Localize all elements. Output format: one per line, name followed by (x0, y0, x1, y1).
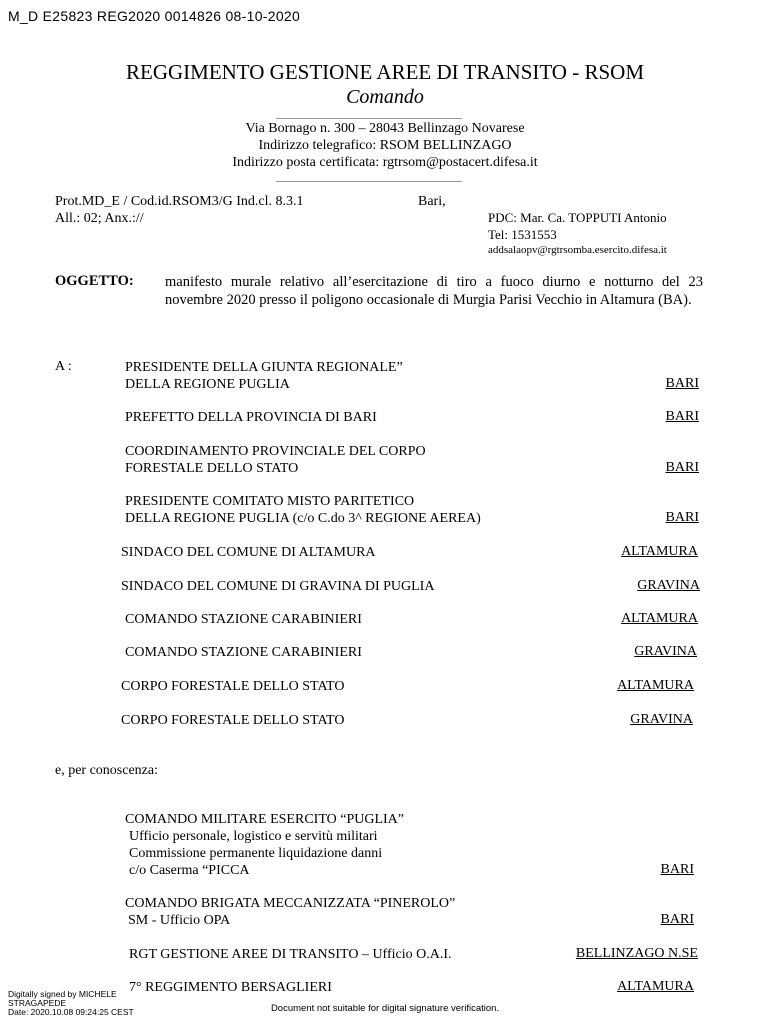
recipient-city: ALTAMURA (621, 611, 698, 626)
recipient-city: BARI (665, 376, 699, 391)
header-telegraph: Indirizzo telegrafico: RSOM BELLINZAGO (258, 138, 512, 153)
recipient-city: GRAVINA (630, 712, 693, 727)
document-id: M_D E25823 REG2020 0014826 08-10-2020 (8, 8, 301, 24)
header-pec: Indirizzo posta certificata: rgtrsom@postacert.difesa.it (232, 155, 538, 170)
recipient-line: FORESTALE DELLO STATO (125, 461, 299, 476)
recipient-line: DELLA REGIONE PUGLIA (c/o C.do 3^ REGIONE AEREA) (125, 511, 481, 526)
recipient-city: GRAVINA (634, 644, 697, 659)
recipient-name: CORPO FORESTALE DELLO STATO (121, 713, 345, 728)
recipient-city: ALTAMURA (621, 544, 698, 559)
footer-notice: Document not suitable for digital signature verification. (270, 1003, 500, 1014)
cc-recipient-city: BARI (660, 912, 694, 927)
contact-tel: Tel: 1531553 (488, 227, 557, 242)
header-address: Via Bornago n. 300 – 28043 Bellinzago Novarese (245, 121, 525, 136)
protocol-place: Bari, (418, 194, 446, 209)
cc-recipient-city: BELLINZAGO N.SE (575, 946, 698, 961)
cc-label: e, per conoscenza: (55, 763, 158, 778)
signature-line: STRAGAPEDE (8, 998, 67, 1008)
recipient-name: COMANDO STAZIONE CARABINIERI (125, 612, 362, 627)
subject-label: OGGETTO: (55, 273, 134, 289)
recipient-line: PRESIDENTE COMITATO MISTO PARITETICO (125, 494, 415, 509)
recipient-line: COORDINAMENTO PROVINCIALE DEL CORPO (125, 444, 426, 459)
recipient-name: COMANDO STAZIONE CARABINIERI (125, 645, 362, 660)
cc-recipient-name: RGT GESTIONE AREE DI TRANSITO – Ufficio O.A.I. (129, 947, 452, 962)
recipient-name: SINDACO DEL COMUNE DI ALTAMURA (121, 545, 376, 560)
recipient-name: SINDACO DEL COMUNE DI GRAVINA DI PUGLIA (121, 579, 435, 594)
cc-line: c/o Caserma “PICCA (129, 863, 250, 878)
header-divider-bottom (276, 181, 462, 182)
recipient-city: BARI (665, 510, 699, 525)
protocol-number: Prot.MD_E / Cod.id.RSOM3/G Ind.cl. 8.3.1 (55, 194, 304, 209)
cc-recipient-name: 7° REGGIMENTO BERSAGLIERI (129, 980, 332, 995)
letterhead-title: REGGIMENTO GESTIONE AREE DI TRANSITO - RSOM (125, 60, 644, 84)
recipient-city: BARI (665, 460, 699, 475)
recipient-name: CORPO FORESTALE DELLO STATO (121, 679, 345, 694)
cc-line: Ufficio personale, logistico e servitù militari (129, 829, 378, 844)
cc-line: COMANDO BRIGATA MECCANIZZATA “PINEROLO” (125, 896, 456, 911)
cc-line: COMANDO MILITARE ESERCITO “PUGLIA” (125, 812, 404, 827)
cc-line: Commissione permanente liquidazione danni (129, 846, 383, 861)
contact-pdc: PDC: Mar. Ca. TOPPUTI Antonio (488, 210, 667, 225)
protocol-attachments: All.: 02; Anx.:// (55, 211, 144, 226)
cc-recipient-name (125, 811, 404, 879)
recipient-city: BARI (665, 409, 699, 424)
signature-line: Digitally signed by MICHELE (8, 989, 117, 999)
recipient-line: DELLA REGIONE PUGLIA (125, 377, 290, 392)
cc-line: SM - Ufficio OPA (128, 913, 231, 928)
recipient-name (125, 359, 403, 393)
signature-line: Date: 2020.10.08 09:24:25 CEST (8, 1007, 134, 1017)
header-divider-top (276, 118, 462, 119)
recipient-city: GRAVINA (637, 578, 700, 593)
recipient-line: PRESIDENTE DELLA GIUNTA REGIONALE” (125, 360, 403, 375)
recipient-name (125, 493, 481, 527)
recipient-name: PREFETTO DELLA PROVINCIA DI BARI (125, 410, 377, 425)
recipient-city: ALTAMURA (617, 678, 694, 693)
cc-recipient-city: ALTAMURA (617, 979, 694, 994)
recipients-label: A : (55, 359, 72, 374)
subject-text: manifesto murale relativo all’esercitazione di tiro a fuoco diurno e notturno del 23 novembre 2020 presso il poligono occasionale di Murgia Parisi Vecchio in Altamura (BA). (165, 274, 703, 308)
cc-recipient-name (125, 895, 455, 929)
letterhead-subtitle: Comando (346, 86, 424, 108)
cc-recipient-city: BARI (660, 862, 694, 877)
recipient-name (125, 443, 426, 477)
contact-email: addsalaopv@rgtrsomba.esercito.difesa.it (488, 244, 667, 256)
